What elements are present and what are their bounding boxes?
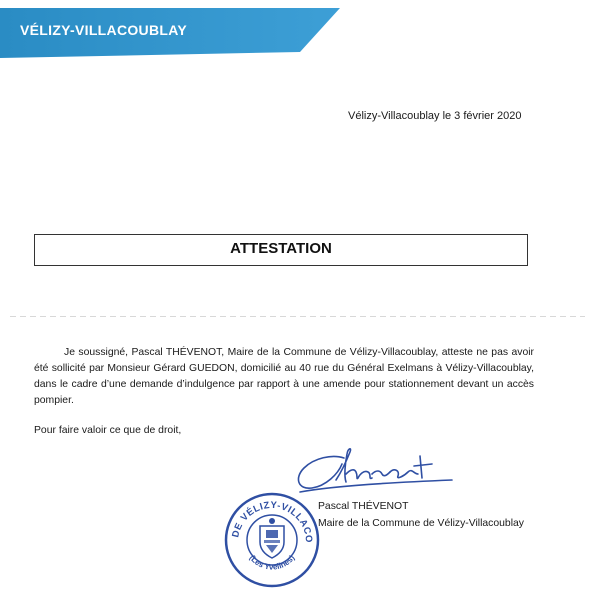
signer-title: Maire de la Commune de Vélizy-Villacoublay <box>318 518 524 529</box>
seal-bottom-text: (Les Yvelines) <box>247 553 297 572</box>
closing-line: Pour faire valoir ce que de droit, <box>34 425 182 436</box>
title-box <box>34 234 528 266</box>
body-paragraph <box>34 345 534 409</box>
svg-text:(Les Yvelines) <box>248 553 297 571</box>
header-title: VÉLIZY-VILLACOUBLAY <box>20 22 187 38</box>
document-title: ATTESTATION <box>230 240 332 257</box>
body-text: Je soussigné, Pascal THÉVENOT, Maire de la Commune de Vélizy-Villacoublay, atteste ne pas avoir été sollicité par Monsieur Gérard GUEDON, domicilié au 40 rue du Général Exelmans à Vélizy-Villacoublay, dans le cadre d’une demande d’indulgence par rapport à une amende pour stationnement devant un accès pompier. <box>34 347 534 406</box>
mairie-seal-stamp <box>222 490 322 590</box>
seal-ring-text: DE VÉLIZY-VILLACO <box>230 499 315 544</box>
header-banner <box>0 0 340 58</box>
coat-of-arms-icon <box>260 518 284 558</box>
signer-name: Pascal THÉVENOT <box>318 501 409 512</box>
date-line: Vélizy-Villacoublay le 3 février 2020 <box>348 110 522 122</box>
scan-fold-line <box>10 316 585 317</box>
